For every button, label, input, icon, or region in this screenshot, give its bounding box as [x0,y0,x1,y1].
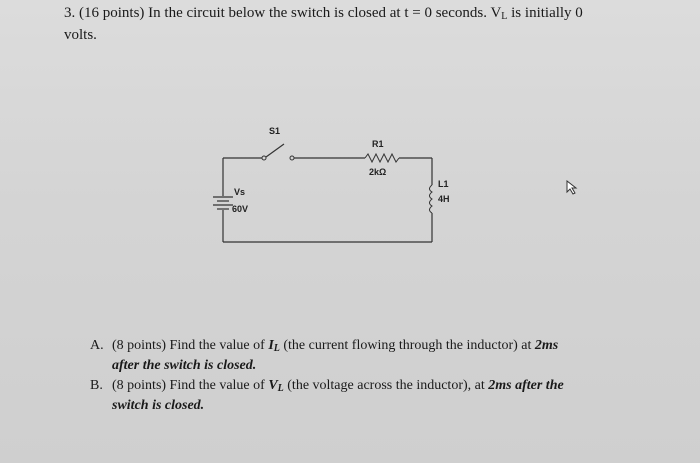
part-b-tail: switch is closed. [112,398,205,413]
question-text-line1-end: is initially 0 [507,5,583,21]
part-b-var: V [268,378,278,393]
vl-subscript: L [501,11,508,22]
part-a-var: I [268,338,274,353]
part-b-letter: B. [90,378,103,393]
part-b-mid: (the voltage across the inductor), at [283,378,489,393]
part-a-var-sub: L [273,343,280,354]
resistor-symbol [365,154,399,162]
part-b-var-sub: L [277,383,284,394]
question-number: 3. [64,5,76,21]
part-a-letter: A. [90,338,104,353]
resistor-value: 2kΩ [369,167,387,177]
part-b-time: 2ms after the [488,378,564,393]
switch-blade [266,144,284,157]
resistor-label: R1 [372,139,384,149]
part-a-pre: (8 points) Find the value of [112,338,269,353]
inductor-value: 4H [438,194,450,204]
switch-contact-right [290,156,294,160]
question-parts [90,337,670,417]
question-text-line2: volts. [64,27,97,43]
inductor-label: L1 [438,179,449,189]
part-a-mid: (the current flowing through the inductor) at [279,338,535,353]
question-text-line1: (16 points) In the circuit below the switch is closed at t = 0 seconds. V [79,5,502,21]
part-a [90,337,670,374]
part-a-tail: after the switch is closed. [112,358,257,373]
source-value: 60V [232,204,249,214]
inductor-symbol [430,185,433,213]
source-label: Vs [234,187,246,197]
part-b [90,377,670,414]
mouse-cursor-icon [565,180,579,196]
part-b-pre: (8 points) Find the value of [112,378,269,393]
switch-contact-left [262,156,266,160]
part-a-time: 2ms [534,338,559,353]
switch-label: S1 [269,126,281,136]
part-b-text [112,377,670,414]
part-a-text [112,337,670,374]
